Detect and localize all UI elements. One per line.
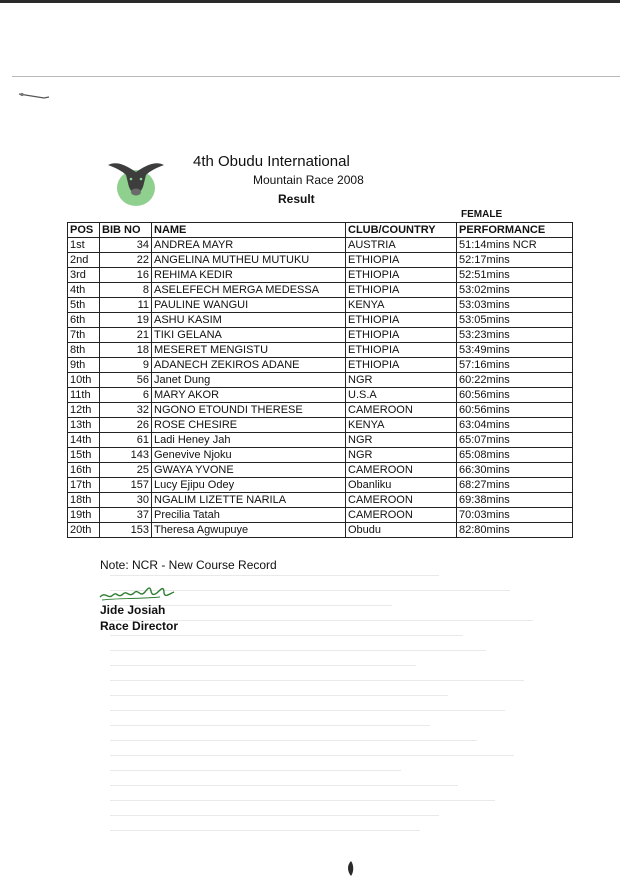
row-position: 4th (68, 283, 100, 298)
row-performance: 63:04mins (457, 418, 573, 433)
table-row (68, 433, 573, 448)
category-label: FEMALE (461, 209, 503, 220)
row-athlete-name: Ladi Heney Jah (152, 433, 346, 448)
row-bib-number: 143 (100, 448, 152, 463)
row-performance: 57:16mins (457, 358, 573, 373)
table-header-row (68, 223, 573, 238)
row-position: 18th (68, 493, 100, 508)
row-position: 2nd (68, 253, 100, 268)
row-bib-number: 157 (100, 478, 152, 493)
results-table (67, 222, 573, 538)
row-performance: 53:05mins (457, 313, 573, 328)
row-club-country: CAMEROON (346, 508, 457, 523)
table-row (68, 328, 573, 343)
scan-speck (344, 860, 358, 877)
show-through-text (110, 575, 580, 865)
row-performance: 60:56mins (457, 388, 573, 403)
row-club-country: KENYA (346, 418, 457, 433)
footnote: Note: NCR - New Course Record (100, 558, 277, 572)
handwritten-signature (98, 583, 176, 605)
row-club-country: ETHIOPIA (346, 358, 457, 373)
row-club-country: NGR (346, 433, 457, 448)
row-club-country: CAMEROON (346, 403, 457, 418)
row-athlete-name: Theresa Agwupuye (152, 523, 346, 538)
row-club-country: ETHIOPIA (346, 268, 457, 283)
row-athlete-name: ANGELINA MUTHEU MUTUKU (152, 253, 346, 268)
row-bib-number: 6 (100, 388, 152, 403)
row-bib-number: 16 (100, 268, 152, 283)
row-position: 16th (68, 463, 100, 478)
table-row (68, 253, 573, 268)
row-bib-number: 9 (100, 358, 152, 373)
row-athlete-name: MARY AKOR (152, 388, 346, 403)
row-performance: 53:23mins (457, 328, 573, 343)
row-position: 19th (68, 508, 100, 523)
results-body (68, 238, 573, 538)
column-header-bib: BIB NO (100, 223, 152, 238)
row-athlete-name: Janet Dung (152, 373, 346, 388)
signer-role: Race Director (100, 619, 179, 633)
staple-mark (18, 92, 50, 100)
row-performance: 53:02mins (457, 283, 573, 298)
event-subtitle: Mountain Race 2008 (253, 173, 364, 187)
table-row (68, 238, 573, 253)
table-row (68, 403, 573, 418)
table-row (68, 343, 573, 358)
row-position: 9th (68, 358, 100, 373)
row-athlete-name: ADANECH ZEKIROS ADANE (152, 358, 346, 373)
row-position: 8th (68, 343, 100, 358)
scan-top-edge (0, 0, 620, 3)
table-row (68, 418, 573, 433)
section-heading: Result (278, 192, 315, 206)
row-performance: 52:17mins (457, 253, 573, 268)
row-athlete-name: Precilia Tatah (152, 508, 346, 523)
row-bib-number: 8 (100, 283, 152, 298)
table-row (68, 508, 573, 523)
row-athlete-name: ASELEFECH MERGA MEDESSA (152, 283, 346, 298)
row-position: 3rd (68, 268, 100, 283)
row-performance: 52:51mins (457, 268, 573, 283)
row-club-country: CAMEROON (346, 493, 457, 508)
row-position: 20th (68, 523, 100, 538)
row-bib-number: 56 (100, 373, 152, 388)
table-row (68, 373, 573, 388)
row-bib-number: 21 (100, 328, 152, 343)
table-row (68, 463, 573, 478)
row-position: 14th (68, 433, 100, 448)
row-performance: 66:30mins (457, 463, 573, 478)
row-club-country: ETHIOPIA (346, 313, 457, 328)
row-position: 5th (68, 298, 100, 313)
row-athlete-name: Genevive Njoku (152, 448, 346, 463)
row-bib-number: 153 (100, 523, 152, 538)
row-athlete-name: Lucy Ejipu Odey (152, 478, 346, 493)
row-athlete-name: GWAYA YVONE (152, 463, 346, 478)
table-row (68, 448, 573, 463)
row-club-country: U.S.A (346, 388, 457, 403)
row-position: 11th (68, 388, 100, 403)
row-bib-number: 19 (100, 313, 152, 328)
table-row (68, 478, 573, 493)
row-performance: 68:27mins (457, 478, 573, 493)
row-bib-number: 32 (100, 403, 152, 418)
row-club-country: Obudu (346, 523, 457, 538)
table-row (68, 283, 573, 298)
row-position: 6th (68, 313, 100, 328)
row-club-country: AUSTRIA (346, 238, 457, 253)
row-bib-number: 26 (100, 418, 152, 433)
table-row (68, 358, 573, 373)
table-row (68, 388, 573, 403)
table-row (68, 313, 573, 328)
row-bib-number: 30 (100, 493, 152, 508)
row-bib-number: 37 (100, 508, 152, 523)
row-performance: 65:08mins (457, 448, 573, 463)
column-header-performance: PERFORMANCE (457, 223, 573, 238)
row-athlete-name: PAULINE WANGUI (152, 298, 346, 313)
table-row (68, 523, 573, 538)
row-athlete-name: REHIMA KEDIR (152, 268, 346, 283)
table-row (68, 493, 573, 508)
row-position: 13th (68, 418, 100, 433)
row-performance: 82:80mins (457, 523, 573, 538)
row-club-country: CAMEROON (346, 463, 457, 478)
row-athlete-name: NGALIM LIZETTE NARILA (152, 493, 346, 508)
row-performance: 65:07mins (457, 433, 573, 448)
row-athlete-name: MESERET MENGISTU (152, 343, 346, 358)
row-athlete-name: ROSE CHESIRE (152, 418, 346, 433)
row-club-country: Obanliku (346, 478, 457, 493)
row-bib-number: 11 (100, 298, 152, 313)
row-position: 17th (68, 478, 100, 493)
row-athlete-name: NGONO ETOUNDI THERESE (152, 403, 346, 418)
row-club-country: ETHIOPIA (346, 253, 457, 268)
column-header-name: NAME (152, 223, 346, 238)
row-performance: 53:03mins (457, 298, 573, 313)
row-bib-number: 34 (100, 238, 152, 253)
row-position: 10th (68, 373, 100, 388)
row-position: 1st (68, 238, 100, 253)
row-position: 15th (68, 448, 100, 463)
bull-head-icon (106, 156, 186, 208)
row-performance: 60:56mins (457, 403, 573, 418)
row-bib-number: 25 (100, 463, 152, 478)
row-performance: 69:38mins (457, 493, 573, 508)
table-row (68, 268, 573, 283)
row-club-country: NGR (346, 448, 457, 463)
row-club-country: ETHIOPIA (346, 283, 457, 298)
row-performance: 70:03mins (457, 508, 573, 523)
page-top-edge (12, 76, 620, 77)
column-header-pos: POS (68, 223, 100, 238)
event-title: 4th Obudu International (193, 153, 350, 170)
row-athlete-name: ASHU KASIM (152, 313, 346, 328)
row-club-country: NGR (346, 373, 457, 388)
row-athlete-name: ANDREA MAYR (152, 238, 346, 253)
row-bib-number: 61 (100, 433, 152, 448)
row-club-country: ETHIOPIA (346, 343, 457, 358)
row-bib-number: 18 (100, 343, 152, 358)
table-row (68, 298, 573, 313)
row-club-country: ETHIOPIA (346, 328, 457, 343)
row-performance: 53:49mins (457, 343, 573, 358)
row-performance: 51:14mins NCR (457, 238, 573, 253)
column-header-club: CLUB/COUNTRY (346, 223, 457, 238)
row-position: 7th (68, 328, 100, 343)
row-performance: 60:22mins (457, 373, 573, 388)
row-athlete-name: TIKI GELANA (152, 328, 346, 343)
row-bib-number: 22 (100, 253, 152, 268)
row-club-country: KENYA (346, 298, 457, 313)
row-position: 12th (68, 403, 100, 418)
signer-name: Jide Josiah (100, 603, 166, 617)
